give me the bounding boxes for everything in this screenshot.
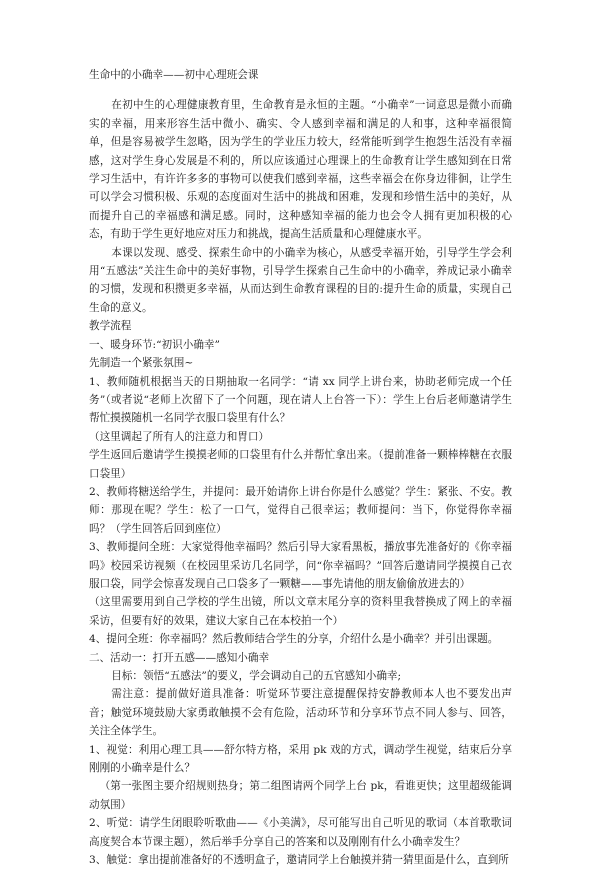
body-paragraph: 先制造一个紧张氛围~ — [89, 357, 194, 370]
intro-paragraph-2: 本课以发现、感受、探索生命中的小确幸为核心，从感受幸福开始，引导学生学会利用“五感法”关注生命中的美好事物，引导学生探索自己生命中的小确幸，养成记录小确幸的习惯，发现和积攒更多幸福，从而达到生命教育课程的目的:提升生命的质量，实现自己生命的意义。 — [89, 246, 512, 314]
section-heading-activity-1: 二、活动一：打开五感——感知小确幸 — [89, 651, 270, 664]
step-4-text: 4、提问全班：你幸福吗？然后教师结合学生的分享，介绍什么是小确幸？并引出课题。 — [89, 633, 499, 646]
attention-text: 需注意：提前做好道具准备：听觉环节要注意提醒保持安静教师本人也不要发出声音；触觉环境鼓励大家勇敢触摸不会有危险，活动环节和分享环节点不同人参与、回答，关注全体学生。 — [89, 688, 512, 738]
document-title: 生命中的小确幸——初中心理班会课 — [89, 69, 259, 81]
section-heading-teaching-process: 教学流程 — [89, 320, 132, 333]
sense-vision-text: 1、视觉：利用心理工具——舒尔特方格，采用 pk 戏的方式，调动学生视觉，结束后分享刚刚的小确幸是什么？ — [89, 743, 512, 775]
step-1-text: 1、教师随机根据当天的日期抽取一名同学：“请 xx 同学上讲台来，协助老师完成一个任务”（或者说“老师上次留下了一个问题，现在请人上台答一下）：学生上台后老师邀请学生帮忙摸摸随机一名同学衣服口袋里有什么？ — [89, 375, 512, 425]
section-heading-warmup: 一、暖身环节:“初识小确幸” — [89, 338, 220, 351]
step-2-text: 2、教师将糖送给学生，并提问：最开始请你上讲台你是什么感觉？学生：紧张、不安。教师：那现在呢？学生：松了一口气，觉得自己很幸运；教师提问：当下，你觉得你幸福吗？（学生回答后回到座位） — [89, 485, 512, 535]
note-text: （第一张图主要介绍规则热身；第二组图请两个同学上台 pk，看谁更快；这里超级能调动氛围） — [89, 780, 512, 811]
sense-touch-text: 3、触觉：拿出提前准备好的不透明盒子，邀请同学上台触摸并猜一猜里面是什么，直到所 — [89, 854, 509, 867]
body-paragraph: 学生返回后邀请学生摸摸老师的口袋里有什么并帮忙拿出来。（提前准备一颗棒棒糖在衣服口袋里） — [89, 449, 512, 480]
note-text: （这里调起了所有人的注意力和胃口） — [89, 430, 270, 443]
goal-text: 目标：领悟“五感法”的要义，学会调动自己的五官感知小确幸; — [111, 670, 402, 682]
step-3-text: 3、教师提问全班：大家觉得他幸福吗？然后引导大家看黑板，播放事先准备好的《你幸福吗》校园采访视频（在校园里采访几名同学，问“你幸福吗？”回答后邀请同学摸摸自己衣服口袋，同学会惊喜发现自己口袋多了一颗糖——事先请他的朋友偷偷放进去的） — [89, 541, 512, 590]
intro-paragraph-1: 在初中生的心理健康教育里，生命教育是永恒的主题。“小确幸”一词意思是微小而确实的幸福，用来形容生活中微小、确实、令人感到幸福和满足的人和事，这种幸福很简单，但是容易被学生忽略，因为学生的学业压力较大，经常能听到学生抱怨生活没有幸福感，这对学生身心发展是不利的，所以应该通过心理课上的生命教育让学生感知到在日常学习生活中，有许许多多的事物可以使我们感到幸福，这些幸福会在你身边徘徊，让学生可以学会习惯积极、乐观的态度面对生活中的挑战和困难，发现和珍惜生活中的美好，从而提升自己的幸福感和满足感。同时，这种感知幸福的能力也会令人拥有更加积极的心态，有助于学生更好地应对压力和挑战，提高生活质量和心理健康水平。 — [89, 99, 512, 241]
note-text: （这里需要用到自己学校的学生出镜，所以文章末尾分享的资料里我替换成了网上的幸福采访，但要有好的效果，建议大家自己在本校拍一个） — [89, 596, 512, 627]
sense-hearing-text: 2、听觉：请学生闭眼聆听歌曲——《小美满》，尽可能写出自己听见的歌词（本首歌歌词高度契合本节课主题），然后举手分享自己的答案和以及刚刚有什么小确幸发生？ — [89, 817, 512, 848]
